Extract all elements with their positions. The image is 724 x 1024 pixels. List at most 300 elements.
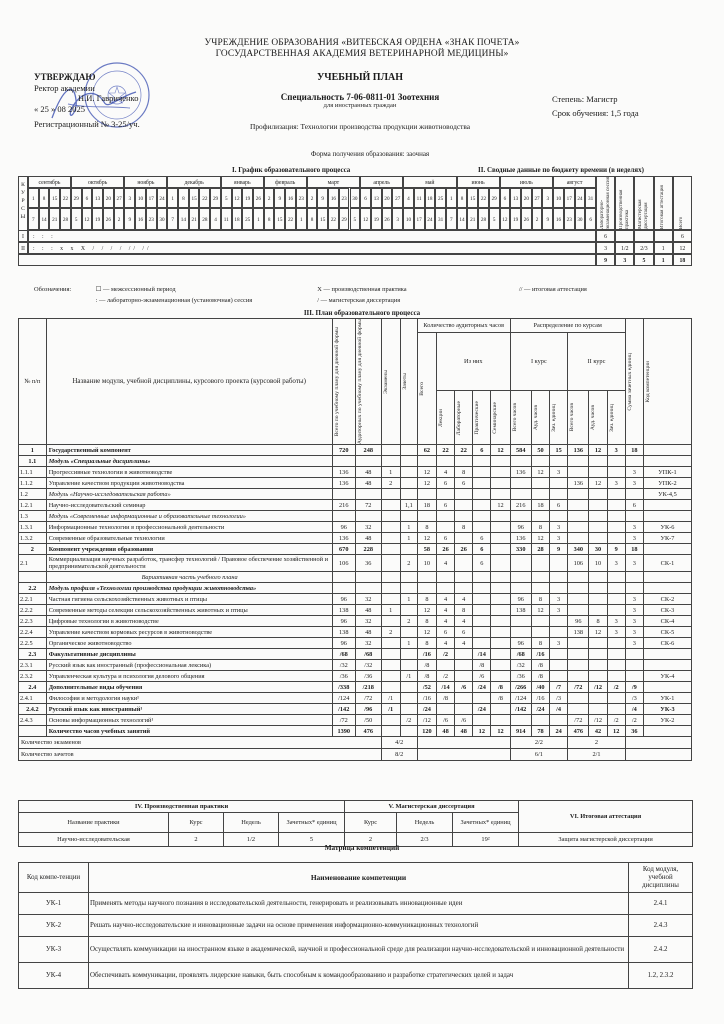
row-cell xyxy=(400,572,417,583)
row-cell xyxy=(400,511,417,522)
budget-cell xyxy=(615,230,634,242)
row-cell: 3 xyxy=(607,445,625,456)
competence-text: Осуществлять коммуникации на иностранном языке в академической, научной и профессиональной среде для реализации научно-исследовательской и инновационной деятельности xyxy=(89,937,629,963)
row-number: 1.3.1 xyxy=(19,522,47,533)
of-them-header: Из них xyxy=(437,333,511,391)
row-cell xyxy=(607,572,625,583)
row-cell: /12 xyxy=(589,715,607,726)
week-end-day: 9 xyxy=(124,208,135,230)
legend-symbol: // xyxy=(518,286,523,293)
week-end-day: 7 xyxy=(446,208,457,230)
row-cell: /6 xyxy=(455,682,473,693)
row-cell xyxy=(510,572,531,583)
competence-matrix xyxy=(18,862,693,989)
row-cell xyxy=(607,489,625,500)
row-cell xyxy=(473,478,491,489)
row-cell: /142 xyxy=(510,704,531,715)
row-number: 1 xyxy=(19,445,47,456)
row-cell xyxy=(550,660,568,671)
c2-aud-label: Ауд. часов xyxy=(590,405,597,431)
week-end-day: 29 xyxy=(339,208,350,230)
row-cell: 1 xyxy=(381,605,400,616)
week-end-day: 12 xyxy=(360,208,371,230)
row-cell xyxy=(437,456,455,467)
row-number: 1.1 xyxy=(19,456,47,467)
col-exam-label: Экзамены xyxy=(382,369,389,394)
row-cell: 9 xyxy=(607,544,625,555)
row-cell xyxy=(473,511,491,522)
row-cell: /12 xyxy=(589,682,607,693)
row-cell: УК-2 xyxy=(643,715,691,726)
row-cell xyxy=(625,649,643,660)
row-cell xyxy=(589,533,607,544)
week-start-day: 2 xyxy=(264,188,275,208)
week-start-day: 6 xyxy=(82,188,93,208)
credit-count-course1: 6/1 xyxy=(510,749,568,761)
week-start-day: 1 xyxy=(28,188,39,208)
row-cell xyxy=(417,583,436,594)
row-cell xyxy=(607,638,625,649)
row-cell xyxy=(491,649,510,660)
row-number: 2.4.1 xyxy=(19,693,47,704)
row-cell: 12 xyxy=(531,533,549,544)
row-cell xyxy=(332,456,355,467)
competence-code: УК-1 xyxy=(19,893,89,915)
budget-header xyxy=(596,176,615,230)
week-start-day: 22 xyxy=(60,188,71,208)
row-cell: 670 xyxy=(332,544,355,555)
duration: Срок обучения: 1,5 года xyxy=(552,108,639,118)
week-end-day: 16 xyxy=(135,208,146,230)
week-end-day: 18 xyxy=(232,208,243,230)
c2-total-header xyxy=(568,391,589,445)
lectures-label: Лекции xyxy=(438,408,445,427)
row-cell xyxy=(473,627,491,638)
row-cell: 12 xyxy=(491,500,510,511)
row-cell: 2 xyxy=(381,627,400,638)
dissertation-course-header: Курс xyxy=(345,813,397,833)
legend-text: — лабораторно-экзаменационная (установочная) сессия xyxy=(99,297,253,304)
budget-total: 18 xyxy=(673,254,692,266)
budget-cell xyxy=(634,230,653,242)
plan-table-wrap xyxy=(18,318,692,761)
row-cell: 6 xyxy=(473,533,491,544)
row-cell xyxy=(355,572,381,583)
row-cell xyxy=(381,533,400,544)
row-cell xyxy=(437,583,455,594)
plan-row xyxy=(19,726,692,737)
row-cell xyxy=(589,456,607,467)
row-cell xyxy=(332,572,355,583)
row-cell: 15 xyxy=(550,445,568,456)
row-cell xyxy=(437,511,455,522)
row-cell xyxy=(473,489,491,500)
week-end-day: 12 xyxy=(500,208,511,230)
row-cell xyxy=(400,627,417,638)
row-cell: /2 xyxy=(607,715,625,726)
seminars-label: Семинарские xyxy=(492,401,499,434)
row-cell xyxy=(332,511,355,522)
plan-row xyxy=(19,522,692,533)
row-cell: 96 xyxy=(510,522,531,533)
row-cell: /124 xyxy=(332,693,355,704)
row-cell xyxy=(643,511,691,522)
total-spacer xyxy=(18,254,596,266)
distribution-header: Распределение по курсам xyxy=(510,319,625,333)
week-start-day: 5 xyxy=(221,188,232,208)
col-aud-header xyxy=(355,319,381,445)
row-cell xyxy=(531,489,549,500)
row-cell: 12 xyxy=(491,726,510,737)
row-cell: /24 xyxy=(417,704,436,715)
legend-symbol: : xyxy=(95,297,98,304)
row-cell: 584 xyxy=(510,445,531,456)
row-cell: 914 xyxy=(510,726,531,737)
row-cell xyxy=(455,533,473,544)
row-cell: 2 xyxy=(400,616,417,627)
row-number: 1.3.2 xyxy=(19,533,47,544)
row-cell xyxy=(381,555,400,572)
row-cell: 3 xyxy=(625,616,643,627)
institution-line-1: УЧРЕЖДЕНИЕ ОБРАЗОВАНИЯ «ВИТЕБСКАЯ ОРДЕНА «ЗНАК ПОЧЕТА» xyxy=(204,38,520,48)
week-end-day: 4 xyxy=(210,208,221,230)
plan-title-block xyxy=(210,72,510,109)
plan-row xyxy=(19,572,692,583)
row-name: Частная гигиена сельскохозяйственных животных и птицы xyxy=(46,594,332,605)
row-cell xyxy=(607,456,625,467)
row-cell: 12 xyxy=(491,445,510,456)
practical-header xyxy=(473,391,491,445)
row-cell xyxy=(381,649,400,660)
week-start-day: 23 xyxy=(339,188,350,208)
row-cell xyxy=(589,693,607,704)
row-cell xyxy=(437,522,455,533)
week-start-day: 9 xyxy=(274,188,285,208)
row-cell: 6 xyxy=(625,500,643,511)
month-header: июнь xyxy=(457,176,500,188)
row-cell xyxy=(381,500,400,511)
row-cell xyxy=(491,456,510,467)
row-cell: 4 xyxy=(455,594,473,605)
row-cell xyxy=(589,649,607,660)
row-cell xyxy=(455,489,473,500)
row-cell xyxy=(400,489,417,500)
budget-header xyxy=(634,176,653,230)
budget-header xyxy=(615,176,634,230)
practice-title: IV. Производственная практики xyxy=(19,801,345,813)
row-cell: 72 xyxy=(355,500,381,511)
week-end-day: 8 xyxy=(264,208,275,230)
row-cell xyxy=(417,511,436,522)
row-cell: 22 xyxy=(437,445,455,456)
row-cell xyxy=(437,572,455,583)
row-name: Современные образовательные технологии xyxy=(46,533,332,544)
row-cell: 228 xyxy=(355,544,381,555)
row-cell: 96 xyxy=(510,594,531,605)
row-cell: УК-3 xyxy=(643,704,691,715)
row-cell: /50 xyxy=(355,715,381,726)
matrix-title: Матрица компетенций xyxy=(324,844,400,852)
profile: Профилизация: Технологии производства продукции животноводства xyxy=(249,122,471,131)
row-cell: /32 xyxy=(355,660,381,671)
row-cell: 106 xyxy=(568,555,589,572)
row-name: Управление качеством кормовых ресурсов в животноводстве xyxy=(46,627,332,638)
week-end-day: 3 xyxy=(392,208,403,230)
row-cell: /24 xyxy=(531,704,549,715)
row-cell: /36 xyxy=(510,671,531,682)
row-cell: 18 xyxy=(625,445,643,456)
row-cell: 12 xyxy=(417,533,436,544)
row-cell: /4 xyxy=(550,704,568,715)
week-start-day: 20 xyxy=(103,188,114,208)
row-cell: /8 xyxy=(531,671,549,682)
row-cell xyxy=(400,693,417,704)
row-cell: 8 xyxy=(589,616,607,627)
row-cell xyxy=(607,649,625,660)
week-start-day: 13 xyxy=(510,188,521,208)
week-end-day: 12 xyxy=(82,208,93,230)
row-cell xyxy=(589,594,607,605)
month-header: декабрь xyxy=(167,176,221,188)
row-number: 2.3.1 xyxy=(19,660,47,671)
row-cell: 26 xyxy=(455,544,473,555)
legend-text: — производственная практика xyxy=(323,286,407,293)
row-cell: 28 xyxy=(531,544,549,555)
row-number: 2.2.2 xyxy=(19,605,47,616)
c1-total-header xyxy=(510,391,531,445)
week-start-day: 29 xyxy=(210,188,221,208)
week-end-day: 21 xyxy=(189,208,200,230)
approve-role: Ректор академии xyxy=(34,82,95,93)
row-cell xyxy=(643,726,691,737)
month-header: ноябрь xyxy=(124,176,167,188)
week-end-day: 26 xyxy=(103,208,114,230)
institution-name xyxy=(160,38,564,60)
dissertation-units: 19² xyxy=(453,833,519,847)
plan-row xyxy=(19,555,692,572)
row-cell: 96 xyxy=(510,638,531,649)
week-start-day: 8 xyxy=(178,188,189,208)
row-cell xyxy=(643,583,691,594)
week-end-day: 23 xyxy=(564,208,575,230)
week-end-day: 7 xyxy=(167,208,178,230)
c1-units-header xyxy=(550,391,568,445)
lectures-header xyxy=(437,391,455,445)
row-cell xyxy=(568,500,589,511)
week-end-day: 26 xyxy=(521,208,532,230)
row-cell: /2 xyxy=(625,715,643,726)
week-start-day: 13 xyxy=(92,188,103,208)
row-cell: 3 xyxy=(625,605,643,616)
row-number: 2.2.3 xyxy=(19,616,47,627)
row-cell: /338 xyxy=(332,682,355,693)
row-cell xyxy=(510,489,531,500)
week-start-day: 18 xyxy=(425,188,436,208)
budget-header xyxy=(673,176,692,230)
row-cell xyxy=(531,478,549,489)
row-cell: 32 xyxy=(355,638,381,649)
row-cell: /16 xyxy=(531,649,549,660)
row-name: Органическое животноводство xyxy=(46,638,332,649)
row-cell: 78 xyxy=(531,726,549,737)
row-cell xyxy=(550,489,568,500)
row-cell xyxy=(332,583,355,594)
week-end-day: 9 xyxy=(542,208,553,230)
practice-table-wrap xyxy=(18,800,692,847)
col-num-header: № п/п xyxy=(19,319,47,445)
row-cell: 12 xyxy=(417,478,436,489)
row-cell xyxy=(491,467,510,478)
row-cell: 9 xyxy=(550,544,568,555)
sum-units-header xyxy=(625,319,643,445)
plan-row xyxy=(19,533,692,544)
row-cell xyxy=(381,445,400,456)
row-cell: 6 xyxy=(455,478,473,489)
week-start-day: 15 xyxy=(49,188,60,208)
row-cell xyxy=(531,715,549,726)
seminars-header xyxy=(491,391,510,445)
budget-cell: 1 xyxy=(654,242,673,254)
row-cell: 8 xyxy=(531,638,549,649)
row-cell xyxy=(550,616,568,627)
row-cell: 48 xyxy=(355,467,381,478)
week-end-day: 2 xyxy=(114,208,125,230)
row-name: Модуль «Современные информационные и образовательные технологии» xyxy=(46,511,332,522)
row-cell xyxy=(491,511,510,522)
row-cell: 216 xyxy=(510,500,531,511)
budget-total: 9 xyxy=(596,254,615,266)
week-end-day: 5 xyxy=(489,208,500,230)
week-end-day: 5 xyxy=(350,208,361,230)
row-cell xyxy=(531,616,549,627)
row-cell: /72 xyxy=(568,682,589,693)
row-cell xyxy=(381,522,400,533)
week-end-day: 21 xyxy=(49,208,60,230)
row-cell xyxy=(550,572,568,583)
week-end-day: 17 xyxy=(414,208,425,230)
plan-row xyxy=(19,583,692,594)
exam-count-course2: 2 xyxy=(568,737,626,749)
row-cell: /3 xyxy=(625,693,643,704)
row-name: Государственный компонент xyxy=(46,445,332,456)
budget-cell: 6 xyxy=(596,230,615,242)
plan-row xyxy=(19,467,692,478)
row-name: Основы информационных технологий¹ xyxy=(46,715,332,726)
budget-total: 3 xyxy=(615,254,634,266)
row-name: Вариативная часть учебного плана xyxy=(46,572,332,583)
practice-units-header: Зачетных* единиц xyxy=(279,813,345,833)
row-cell xyxy=(455,671,473,682)
row-cell: 6 xyxy=(473,555,491,572)
budget-header-label: Магистерская диссертация xyxy=(637,199,649,229)
row-cell xyxy=(531,583,549,594)
row-cell: 136 xyxy=(332,478,355,489)
row-cell xyxy=(589,583,607,594)
practice-name: Научно-исследовательская xyxy=(19,833,169,847)
row-cell xyxy=(473,594,491,605)
row-cell: 6 xyxy=(473,445,491,456)
row-cell: 2 xyxy=(400,555,417,572)
legend xyxy=(34,284,674,306)
row-cell xyxy=(531,456,549,467)
row-cell xyxy=(550,627,568,638)
row-cell: 3 xyxy=(607,555,625,572)
row-cell: 138 xyxy=(332,605,355,616)
row-cell xyxy=(607,693,625,704)
row-cell: 3 xyxy=(625,627,643,638)
row-cell xyxy=(568,605,589,616)
row-cell: /16 xyxy=(417,649,436,660)
row-cell: 48 xyxy=(355,627,381,638)
row-cell: 3 xyxy=(607,627,625,638)
row-cell: 476 xyxy=(355,726,381,737)
course-marks: : : : x x X / / / / // // xyxy=(28,242,596,254)
credit-count: 8/2 xyxy=(381,749,417,761)
row-number: 2.1 xyxy=(19,555,47,572)
row-cell: /8 xyxy=(417,671,436,682)
row-cell: 18 xyxy=(531,500,549,511)
row-cell xyxy=(607,594,625,605)
row-cell: 50 xyxy=(531,445,549,456)
row-cell xyxy=(607,467,625,478)
row-cell xyxy=(589,500,607,511)
row-cell: 4 xyxy=(437,605,455,616)
row-cell: /12 xyxy=(417,715,436,726)
row-cell: /8 xyxy=(491,693,510,704)
row-cell: 136 xyxy=(568,478,589,489)
practice-name-header: Название практики xyxy=(19,813,169,833)
row-cell xyxy=(400,726,417,737)
row-number xyxy=(19,726,47,737)
row-cell xyxy=(400,660,417,671)
c1-aud-label: Ауд. часов xyxy=(532,405,539,431)
row-cell: /72 xyxy=(332,715,355,726)
row-cell: 138 xyxy=(510,605,531,616)
plan-row xyxy=(19,616,692,627)
competence-text: Обеспечивать коммуникации, проявлять лидерские навыки, быть способным к командообразованию и разработке стратегических целей и задач xyxy=(89,963,629,989)
row-cell: 3 xyxy=(607,478,625,489)
c1-units-label: Зач. единиц xyxy=(551,403,558,432)
row-name: Модуль «Специальные дисциплины» xyxy=(46,456,332,467)
row-cell xyxy=(400,478,417,489)
approve-name: Н.И. Гавриченко xyxy=(78,93,139,103)
row-number: 2.3 xyxy=(19,649,47,660)
row-cell xyxy=(643,445,691,456)
competence-text: Решать научно-исследовательские и инновационные задачи на основе применения информационно-коммуникационных технологий xyxy=(89,915,629,937)
row-cell xyxy=(381,660,400,671)
row-number: 2.4 xyxy=(19,682,47,693)
week-end-day: 19 xyxy=(92,208,103,230)
row-cell xyxy=(355,511,381,522)
week-end-day: 14 xyxy=(457,208,468,230)
row-cell xyxy=(491,605,510,616)
approval-block xyxy=(34,72,174,130)
row-cell xyxy=(643,660,691,671)
row-cell xyxy=(417,572,436,583)
row-cell: /1 xyxy=(381,704,400,715)
week-end-day: 5 xyxy=(71,208,82,230)
row-cell: 36 xyxy=(355,555,381,572)
week-end-day: 28 xyxy=(199,208,210,230)
plan-row xyxy=(19,445,692,456)
row-number: 1.2 xyxy=(19,489,47,500)
practice-weeks-header: Недель xyxy=(224,813,279,833)
row-cell xyxy=(510,478,531,489)
row-cell: /36 xyxy=(332,671,355,682)
row-cell: /124 xyxy=(510,693,531,704)
week-start-day: 1 xyxy=(446,188,457,208)
competence-code-label: Код компетенции xyxy=(644,360,651,403)
